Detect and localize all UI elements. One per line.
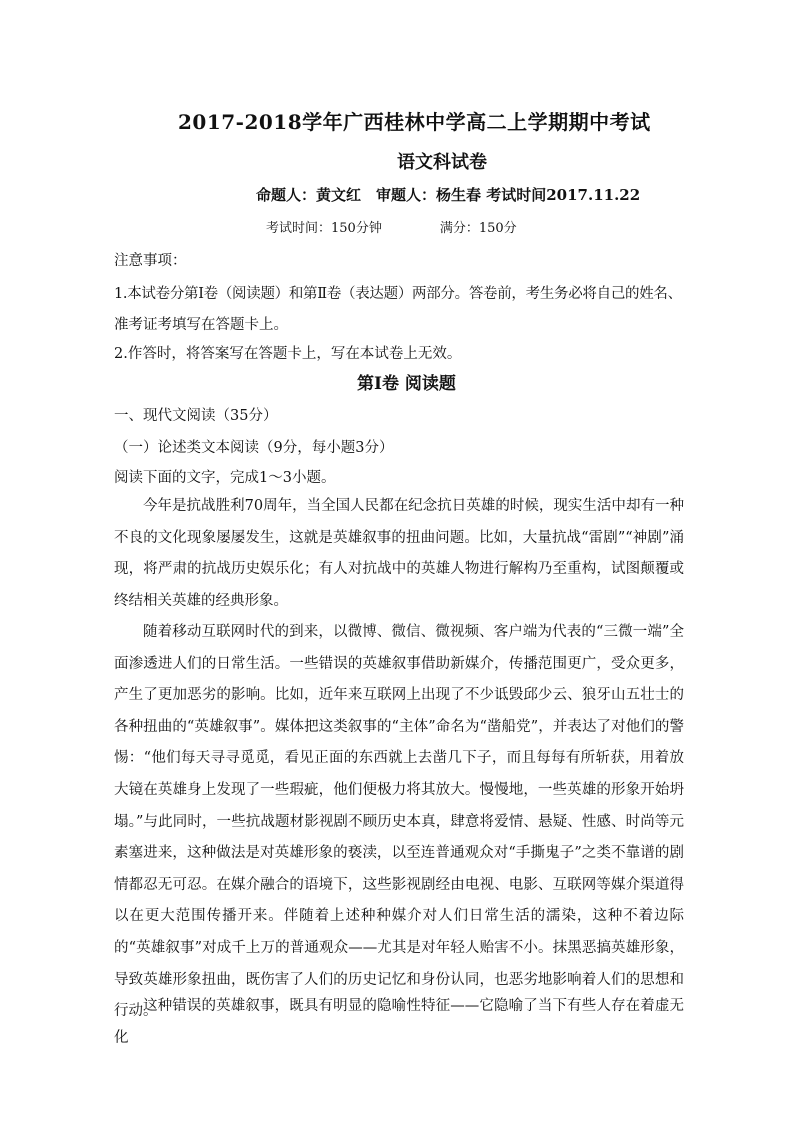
notes-item-1-cont: 准考证考填写在答题卡上。 <box>114 317 288 333</box>
exam-title: 2017-2018学年广西桂林中学高二上学期期中考试 <box>178 110 651 134</box>
section-heading: 一、现代文阅读（35分） <box>114 408 278 424</box>
exam-authors: 命题人：黄文红 审题人：杨生春 考试时间2017.11.22 <box>256 186 641 204</box>
subsection-heading: （一）论述类文本阅读（9分，每小题3分） <box>114 440 394 456</box>
paragraph-3: 这种错误的英雄叙事，既具有明显的隐喻性特征——它隐喻了当下有些人存在着虚无化 <box>114 998 684 1046</box>
notes-item-2: 2.作答时，将答案写在答题卡上，写在本试卷上无效。 <box>114 346 462 362</box>
paragraph-1: 今年是抗战胜利70周年，当全国人民都在纪念抗日英雄的时候，现实生活中却有一种不良的文化现象屡屡发生，这就是英雄叙事的扭曲问题。比如，大量抗战“雷剧”“神剧”涌现，将严肃的抗战历史娱乐化；有人对抗战中的英雄人物进行解构乃至重构，试图颠覆或终结相关英雄的经典形象。 <box>114 498 684 609</box>
exam-subtitle: 语文科试卷 <box>397 152 487 173</box>
exam-time-score <box>266 217 517 236</box>
volume-title: 第Ⅰ卷 阅读题 <box>357 374 456 394</box>
notes-item-1: 1.本试卷分第Ⅰ卷（阅读题）和第Ⅱ卷（表达题）两部分。答卷前，考生务必将自己的姓名、 <box>114 286 682 302</box>
notes-heading: 注意事项： <box>114 253 187 269</box>
reading-instruction: 阅读下面的文字，完成1～3小题。 <box>114 470 336 486</box>
exam-duration: 考试时间：150分钟 <box>266 221 382 236</box>
paragraph-2: 随着移动互联网时代的到来，以微博、微信、微视频、客户端为代表的“三微一端”全面渗透进人们的日常生活。一些错误的英雄叙事借助新媒介，传播范围更广，受众更多，产生了更加恶劣的影响。比如，近年来互联网上出现了不少诋毁邱少云、狼牙山五壮士的各种扭曲的“英雄叙事”。媒体把这类叙事的“主体”命名为“凿船党”，并表达了对他们的警惕：“他们每天寻寻觅觅，看见正面的东西就上去凿几下子，而且每每有所斩获，用着放大镜在英雄身上发现了一些瑕疵，他们便极力将其放大。慢慢地，一些英雄的形象开始坍塌。”与此同时，一些抗战题材影视剧不顾历史本真，肆意将爱情、悬疑、性感、时尚等元素塞进来，这种做法是对英雄形象的亵渎，以至连普通观众对“手撕鬼子”之类不靠谱的剧情都忍无可忍。在媒介融合的语境下，这些影视剧经由电视、电影、互联网等媒介渠道得以在更大范围传播开来。伴随着上述种种媒介对人们日常生活的濡染，这种不着边际的“英雄叙事”对成千上万的普通观众——尤其是对年轻人贻害不小。抹黑恶搞英雄形象，导致英雄形象扭曲，既伤害了人们的历史记忆和身份认同，也恶劣地影响着人们的思想和行动。 <box>114 624 684 1020</box>
exam-full-score: 满分：150分 <box>439 221 517 236</box>
